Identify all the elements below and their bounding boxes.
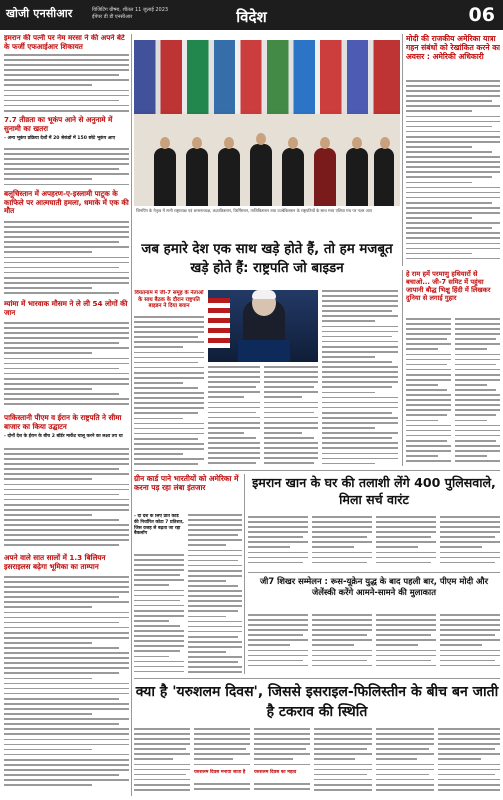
story-body (4, 576, 129, 794)
leader-figure (374, 148, 394, 206)
jerusalem-headline: क्या है 'यरुशलम दिवस', जिससे इसराइल-फिलिस्तीन के बीच बन जाती है टकराव की स्थिति (135, 684, 499, 720)
story-body (134, 316, 204, 466)
story-body (4, 448, 129, 552)
biden-story-column (134, 290, 204, 466)
green-card-headline-box (134, 474, 242, 514)
jerusalem-col (194, 728, 250, 796)
story-body (4, 148, 129, 188)
biden-sidebox: वियतनाम में जी-7 समूह के नेताओं के साथ बैठक के दौरान राष्ट्रपति बाइडन ने दिया बयान (134, 290, 204, 310)
story-body (406, 80, 500, 264)
leader-figure (346, 148, 368, 206)
story-body (440, 614, 500, 674)
us-flag (208, 298, 230, 348)
jerusalem-subhead: यरुशलम दिवस मनाया जाता है (194, 770, 246, 775)
story-body (264, 366, 318, 466)
monk-headline: हे राम हमें परमाणु हथियारों से बचाओ... जी-7 समिट में पहुंचा जापानी बौद्ध भिक्षु हिंदी में लिखकर दुनिया से लगाई गुहार (406, 270, 491, 302)
page-header (0, 0, 503, 30)
leader-figure (282, 148, 304, 206)
story-title: म्यांमा में भारवाक मौसम ने ले ली 54 लोगों की जान (4, 299, 128, 317)
story-subtitle: - अन्य भूकंप प्रक्रिया देशों में 20 सेकंडों में 150 छोटे भूकंप आए (4, 136, 116, 141)
leader-figure (218, 148, 240, 206)
column-divider (402, 34, 403, 266)
story-title: 7.7 तीव्रता का भूकंप आने से अनुनामे में सुनामी का खतरा (4, 115, 113, 133)
story-subtitle: - दोनों देश के ईरान के बीच 2 बॉर्डर मार्केट चालू करने का लक्ष्य तय था (4, 434, 123, 439)
story-title: इमरान की पत्नी पर नेम मरसा ने की अपने बेटे के फर्जी एफआईआर शिकायत (4, 34, 125, 51)
story-body (134, 728, 190, 796)
masthead-edition: ईपेपर डी डी एनसीआर (92, 14, 133, 20)
story-body (248, 614, 308, 674)
green-card-sub: - दो देश के लिए प्रति कार्ड की निर्धारित कोटा 7 प्रतिशत, जिस वजह से बढ़ता जा रहा बैकलॉग (134, 514, 184, 537)
story-body (314, 728, 372, 796)
biden-headline: जब हमारे देश एक साथ खड़े होते हैं, तो हम मजबूत खड़े होते हैं: राष्ट्रपति जो बाइडन (141, 242, 393, 276)
story-title: बलूचिस्तान में अपहरण-ए-इस्लामी पाटूक के काफिले पर आत्मघाती हमला, धमाके में एक की मौत (4, 189, 129, 216)
biden-headline-box (134, 240, 400, 286)
masthead-date: विजिटिंग ग्रीष्मा, शीतल 11 जुलाई 2023 (92, 7, 169, 13)
column-divider (402, 270, 403, 466)
story-body (208, 366, 260, 466)
masthead-brand: खोजी एनसीआर (6, 7, 73, 20)
section-divider (134, 470, 500, 471)
story-body (254, 783, 310, 796)
story-body (134, 554, 184, 674)
story-body (188, 514, 242, 674)
jerusalem-subhead: यरुशलम दिवस का महत्व (254, 770, 297, 775)
story-body (438, 728, 500, 796)
speaker-hair (252, 290, 276, 299)
story-body (406, 318, 451, 466)
column-divider (131, 34, 132, 796)
story-title: अपने वाले सात सालों में 1.3 बिलियन इसराइलस बढ़ेगा भूमिका का ताम्पान (4, 553, 106, 571)
column-divider (244, 474, 245, 674)
g7-headline: जी7 शिखर सम्मेलन : रूस-यूक्रेन युद्ध के बाद पहली बार, पीएम मोदी और जेलेंस्की करेंगे आमने-सामने की मुलाकात (259, 576, 489, 597)
biden-photo (208, 290, 318, 362)
monk-story (406, 270, 500, 466)
story-title: मोदी की राजकीय अमेरिका यात्रा गहन संबंधों को रेखांकित करने का अवसर : अमेरिकी अधिकारी (406, 34, 500, 61)
story-title: पाकिस्तानी पीएम व ईरान के राष्ट्रपति ने सीमा बाजार का किया उद्घाटन (4, 413, 122, 431)
story-body (376, 516, 436, 568)
story-body (455, 318, 500, 466)
right-top-story (406, 34, 500, 266)
leader-figure (250, 144, 272, 206)
story-body (194, 728, 250, 768)
imran-headline-box (248, 474, 500, 514)
jerusalem-headline-box (134, 682, 500, 726)
story-body (254, 728, 310, 768)
leader-figure (314, 148, 336, 206)
left-column (4, 34, 129, 796)
story-body (376, 614, 436, 674)
story-body (376, 728, 434, 796)
story-body (4, 322, 129, 410)
g7-headline-box (248, 576, 500, 612)
jerusalem-col (254, 728, 310, 796)
leader-figure (154, 148, 176, 206)
story-body (194, 783, 250, 796)
section-title: विदेश (236, 8, 267, 26)
section-divider (134, 678, 500, 679)
green-card-headline: ग्रीन कार्ड पाने भारतीयों को अमेरिका में करना पड़ रहा लंबा इंतजार (134, 474, 239, 492)
story-body (312, 516, 372, 568)
story-body (440, 516, 500, 568)
photo-caption: जिनपिंग के नेतृत्व में सभी राष्ट्राध्यक्ष एवं शासनाध्यक्ष, कज़ाकिस्तान, किर्गिस्तान, ताजिकिस्तान तथा उज्बेकिस्तान के राष्ट्रपतियों के साथ मध्य एशिया मंच पर नज़र आए (136, 208, 372, 213)
story-body (248, 516, 308, 568)
green-card-story (134, 514, 184, 674)
podium (238, 340, 290, 362)
imran-headline: इमरान खान के घर की तलाशी लेंगे 400 पुलिसवाले, मिला सर्च वारंट (252, 475, 496, 507)
story-body (4, 54, 129, 114)
page-number: 06 (468, 4, 495, 26)
leader-figure (186, 148, 208, 206)
flags-backdrop (134, 40, 400, 114)
section-divider (248, 572, 500, 573)
story-body (312, 614, 372, 674)
story-body (322, 290, 398, 466)
summit-photo (134, 34, 400, 206)
story-body (4, 221, 129, 297)
